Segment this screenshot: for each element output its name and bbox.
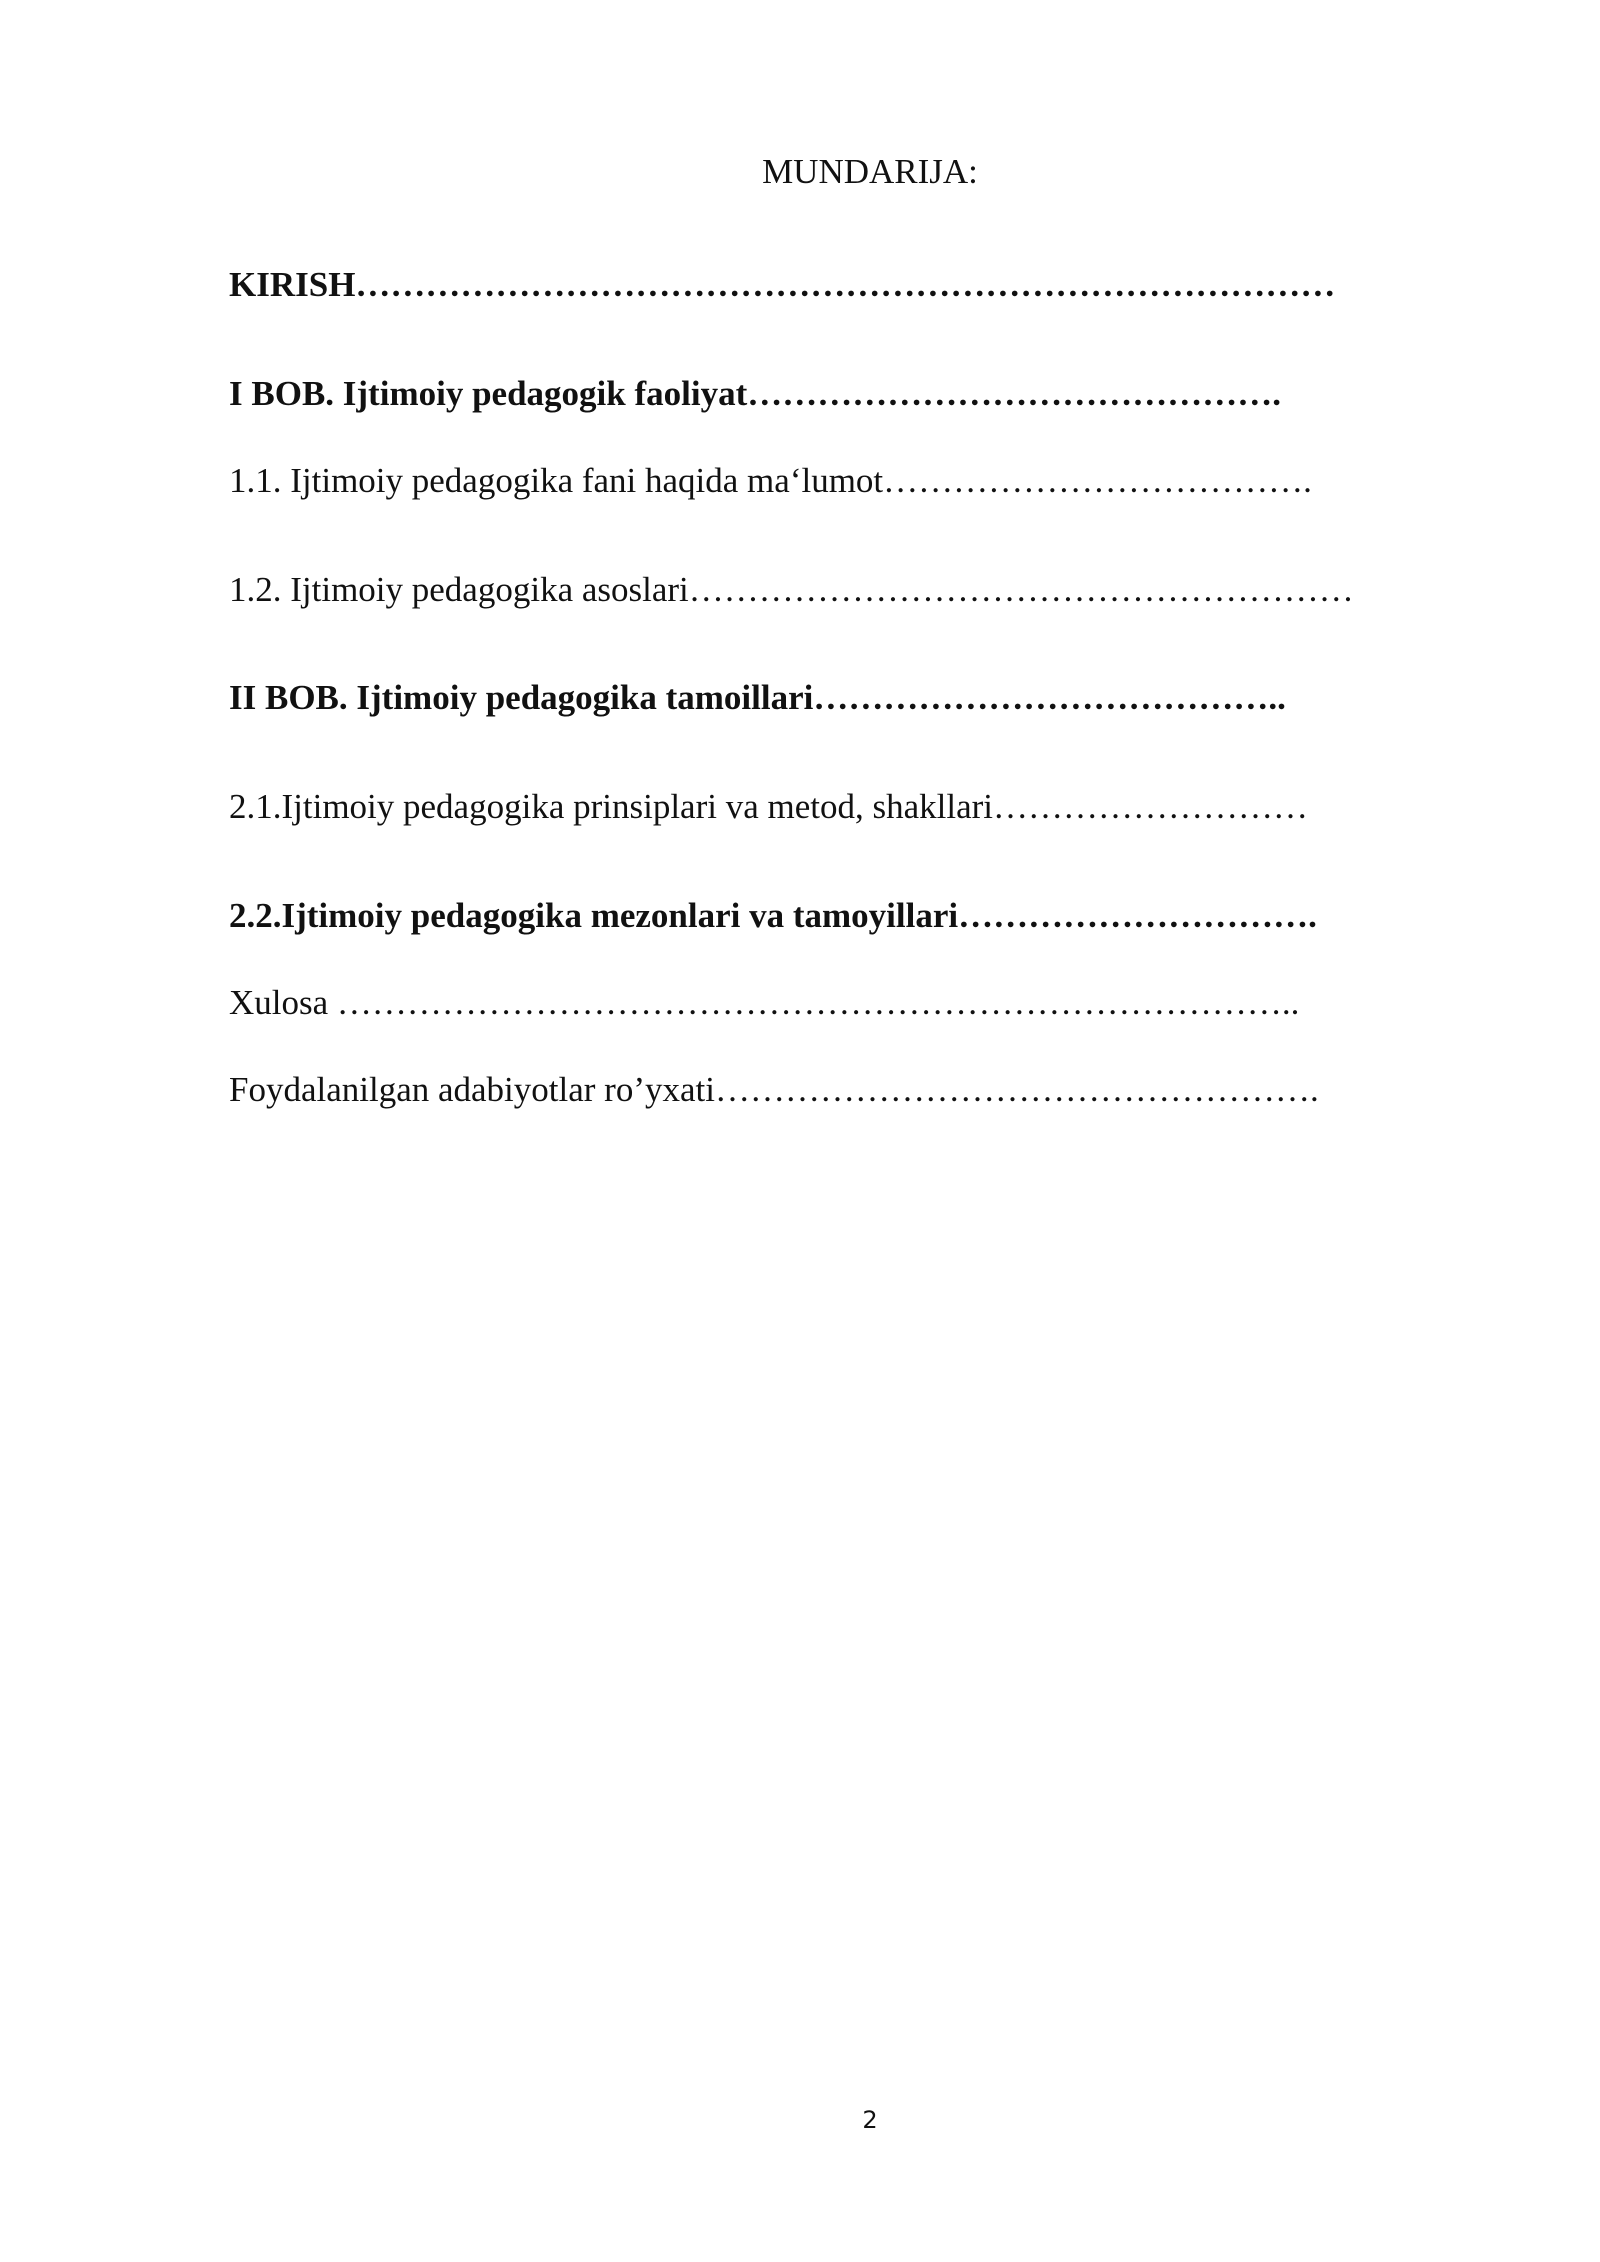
toc-entry-xulosa: Xulosa ……………………………………………………………………….. <box>229 983 1300 1022</box>
toc-entry-section-2-2: 2.2.Ijtimoiy pedagogika mezonlari va tamoyillari…………………………. <box>229 896 1317 935</box>
toc-title: MUNDARIJA: <box>762 152 978 191</box>
toc-entry-kirish: KIRISH………………………………………………………………………… <box>229 265 1336 304</box>
page-number: 2 <box>862 2106 878 2134</box>
toc-entry-section-2-1: 2.1.Ijtimoiy pedagogika prinsiplari va metod, shakllari……………………… <box>229 787 1309 826</box>
toc-entry-chapter-2: II BOB. Ijtimoiy pedagogika tamoillari………………………………….. <box>229 678 1286 717</box>
toc-entry-chapter-1: I BOB. Ijtimoiy pedagogik faoliyat………………………………………. <box>229 374 1281 413</box>
toc-entry-section-1-2: 1.2. Ijtimoiy pedagogika asoslari………………………………………………… <box>229 570 1354 609</box>
toc-entry-bibliography: Foydalanilgan adabiyotlar ro’yxati……………………………………………. <box>229 1070 1319 1109</box>
toc-entry-section-1-1: 1.1. Ijtimoiy pedagogika fani haqida ma‘lumot………………………………. <box>229 461 1312 500</box>
